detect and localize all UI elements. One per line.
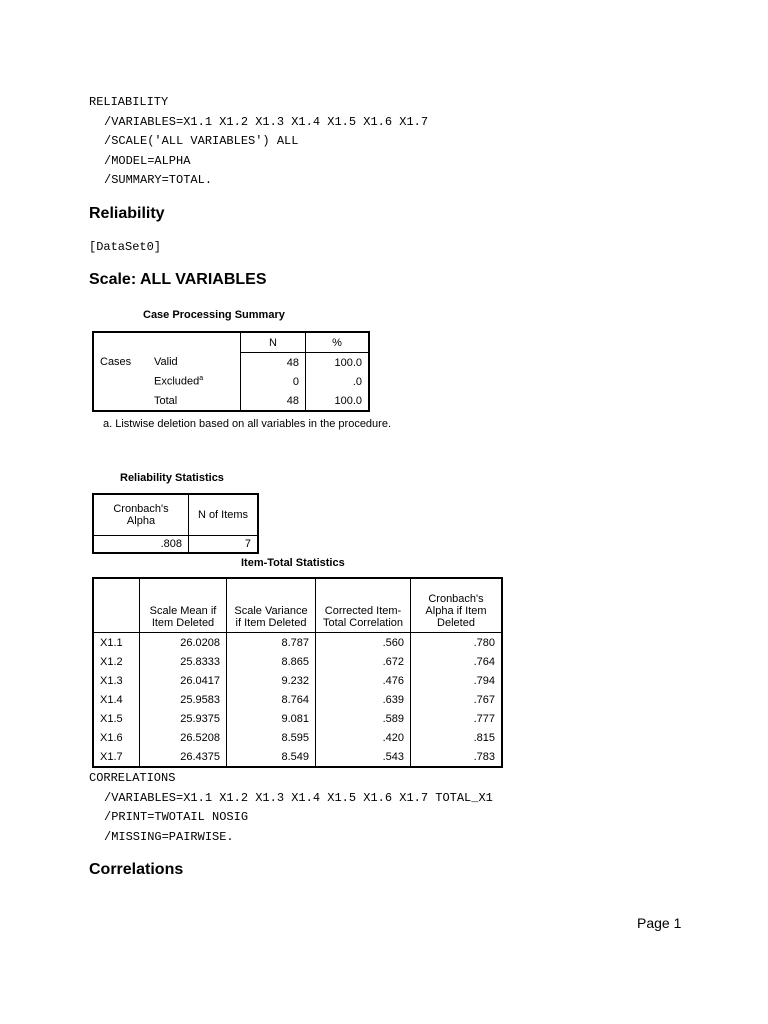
valid-label: Valid	[154, 356, 178, 369]
table-row	[93, 671, 502, 690]
item-variance: 8.787	[227, 633, 316, 653]
item-mean: 26.4375	[140, 747, 227, 767]
item-alpha: .794	[411, 671, 503, 690]
item-correlation: .560	[316, 633, 411, 653]
item-variance: 8.865	[227, 652, 316, 671]
item-total-title: Item-Total Statistics	[241, 557, 345, 569]
syntax-line: /PRINT=TWOTAIL NOSIG	[104, 810, 249, 824]
table-header-row	[93, 494, 258, 536]
item-mean: 26.5208	[140, 728, 227, 747]
syntax-line: /MISSING=PAIRWISE.	[104, 829, 234, 844]
item-mean: 25.9375	[140, 709, 227, 728]
syntax-line: /MODEL=ALPHA	[104, 153, 191, 168]
table-row	[93, 353, 369, 373]
table-header-row	[93, 332, 369, 353]
table-row	[93, 747, 502, 767]
syntax-line: CORRELATIONS	[89, 771, 176, 785]
scale-heading: Scale: ALL VARIABLES	[89, 271, 267, 288]
mean-header: Scale Mean if Item Deleted	[140, 578, 227, 633]
item-name: X1.4	[100, 693, 123, 706]
items-header: N of Items	[189, 494, 259, 536]
empty-cell	[93, 372, 148, 391]
table-row	[93, 633, 502, 653]
dataset-label: [DataSet0]	[89, 240, 162, 254]
empty-cell	[93, 391, 148, 411]
item-alpha: .783	[411, 747, 503, 767]
syntax-line: /SCALE('ALL VARIABLES') ALL	[104, 134, 299, 148]
reliability-stats-title: Reliability Statistics	[120, 472, 224, 484]
reliability-heading: Reliability	[89, 205, 165, 222]
item-variance: 9.081	[227, 709, 316, 728]
correlation-header: Corrected Item-Total Correlation	[316, 578, 411, 633]
item-name: X1.7	[100, 750, 123, 763]
item-correlation: .672	[316, 652, 411, 671]
item-alpha: .767	[411, 690, 503, 709]
cases-label: Cases	[100, 356, 132, 369]
case-summary-title: Case Processing Summary	[143, 309, 285, 321]
syntax-line: /VARIABLES=X1.1 X1.2 X1.3 X1.4 X1.5 X1.6 X1.7 TOTAL_X1	[104, 790, 493, 805]
correlations-heading: Correlations	[89, 861, 184, 878]
item-name: X1.5	[100, 712, 123, 725]
col-pct-header: %	[306, 332, 370, 353]
table-row	[93, 709, 502, 728]
variance-header: Scale Variance if Item Deleted	[227, 578, 316, 633]
alpha-deleted-header: Cronbach's Alpha if Item Deleted	[411, 578, 503, 633]
item-name: X1.1	[100, 636, 123, 649]
item-mean: 26.0208	[140, 633, 227, 653]
reliability-stats-table	[92, 493, 259, 554]
item-variance: 8.549	[227, 747, 316, 767]
item-alpha: .780	[411, 633, 503, 653]
total-pct: 100.0	[306, 391, 370, 411]
item-correlation: .589	[316, 709, 411, 728]
table-row	[93, 690, 502, 709]
item-mean: 25.8333	[140, 652, 227, 671]
item-total-table	[92, 577, 503, 768]
col-n-header: N	[241, 332, 306, 353]
reliability-syntax	[89, 93, 428, 191]
empty-cell	[93, 332, 148, 353]
case-summary-table	[92, 331, 370, 412]
syntax-line: RELIABILITY	[89, 95, 169, 109]
item-correlation: .639	[316, 690, 411, 709]
table-row	[93, 728, 502, 747]
case-summary-footnote: a. Listwise deletion based on all variables in the procedure.	[103, 418, 392, 430]
item-mean: 25.9583	[140, 690, 227, 709]
alpha-value: .808	[160, 538, 182, 550]
item-name: X1.6	[100, 731, 123, 744]
table-row	[93, 391, 369, 411]
items-value: 7	[189, 536, 259, 554]
item-alpha: .815	[411, 728, 503, 747]
footnote-marker: a	[199, 375, 204, 383]
table-row	[93, 652, 502, 671]
item-alpha: .777	[411, 709, 503, 728]
item-correlation: .420	[316, 728, 411, 747]
item-variance: 9.232	[227, 671, 316, 690]
excluded-pct: .0	[306, 372, 370, 391]
item-alpha: .764	[411, 652, 503, 671]
total-n: 48	[241, 391, 306, 411]
valid-pct: 100.0	[306, 353, 370, 373]
excluded-label	[148, 372, 241, 391]
total-label: Total	[154, 394, 178, 407]
empty-cell	[93, 578, 140, 633]
valid-n: 48	[241, 353, 306, 373]
item-mean: 26.0417	[140, 671, 227, 690]
table-header-row	[93, 578, 502, 633]
table-row	[93, 372, 369, 391]
item-name: X1.2	[100, 655, 123, 668]
alpha-header: Cronbach's Alpha	[93, 494, 189, 536]
item-variance: 8.764	[227, 690, 316, 709]
item-correlation: .543	[316, 747, 411, 767]
correlations-syntax	[89, 769, 493, 847]
syntax-line: /VARIABLES=X1.1 X1.2 X1.3 X1.4 X1.5 X1.6 X1.7	[104, 114, 429, 129]
empty-cell	[148, 332, 241, 353]
item-name: X1.3	[100, 674, 123, 687]
table-row	[93, 536, 258, 554]
item-correlation: .476	[316, 671, 411, 690]
page-number: Page 1	[637, 915, 682, 931]
excluded-text: Excluded	[154, 375, 200, 388]
item-variance: 8.595	[227, 728, 316, 747]
syntax-line: /SUMMARY=TOTAL.	[104, 173, 213, 187]
excluded-n: 0	[241, 372, 306, 391]
